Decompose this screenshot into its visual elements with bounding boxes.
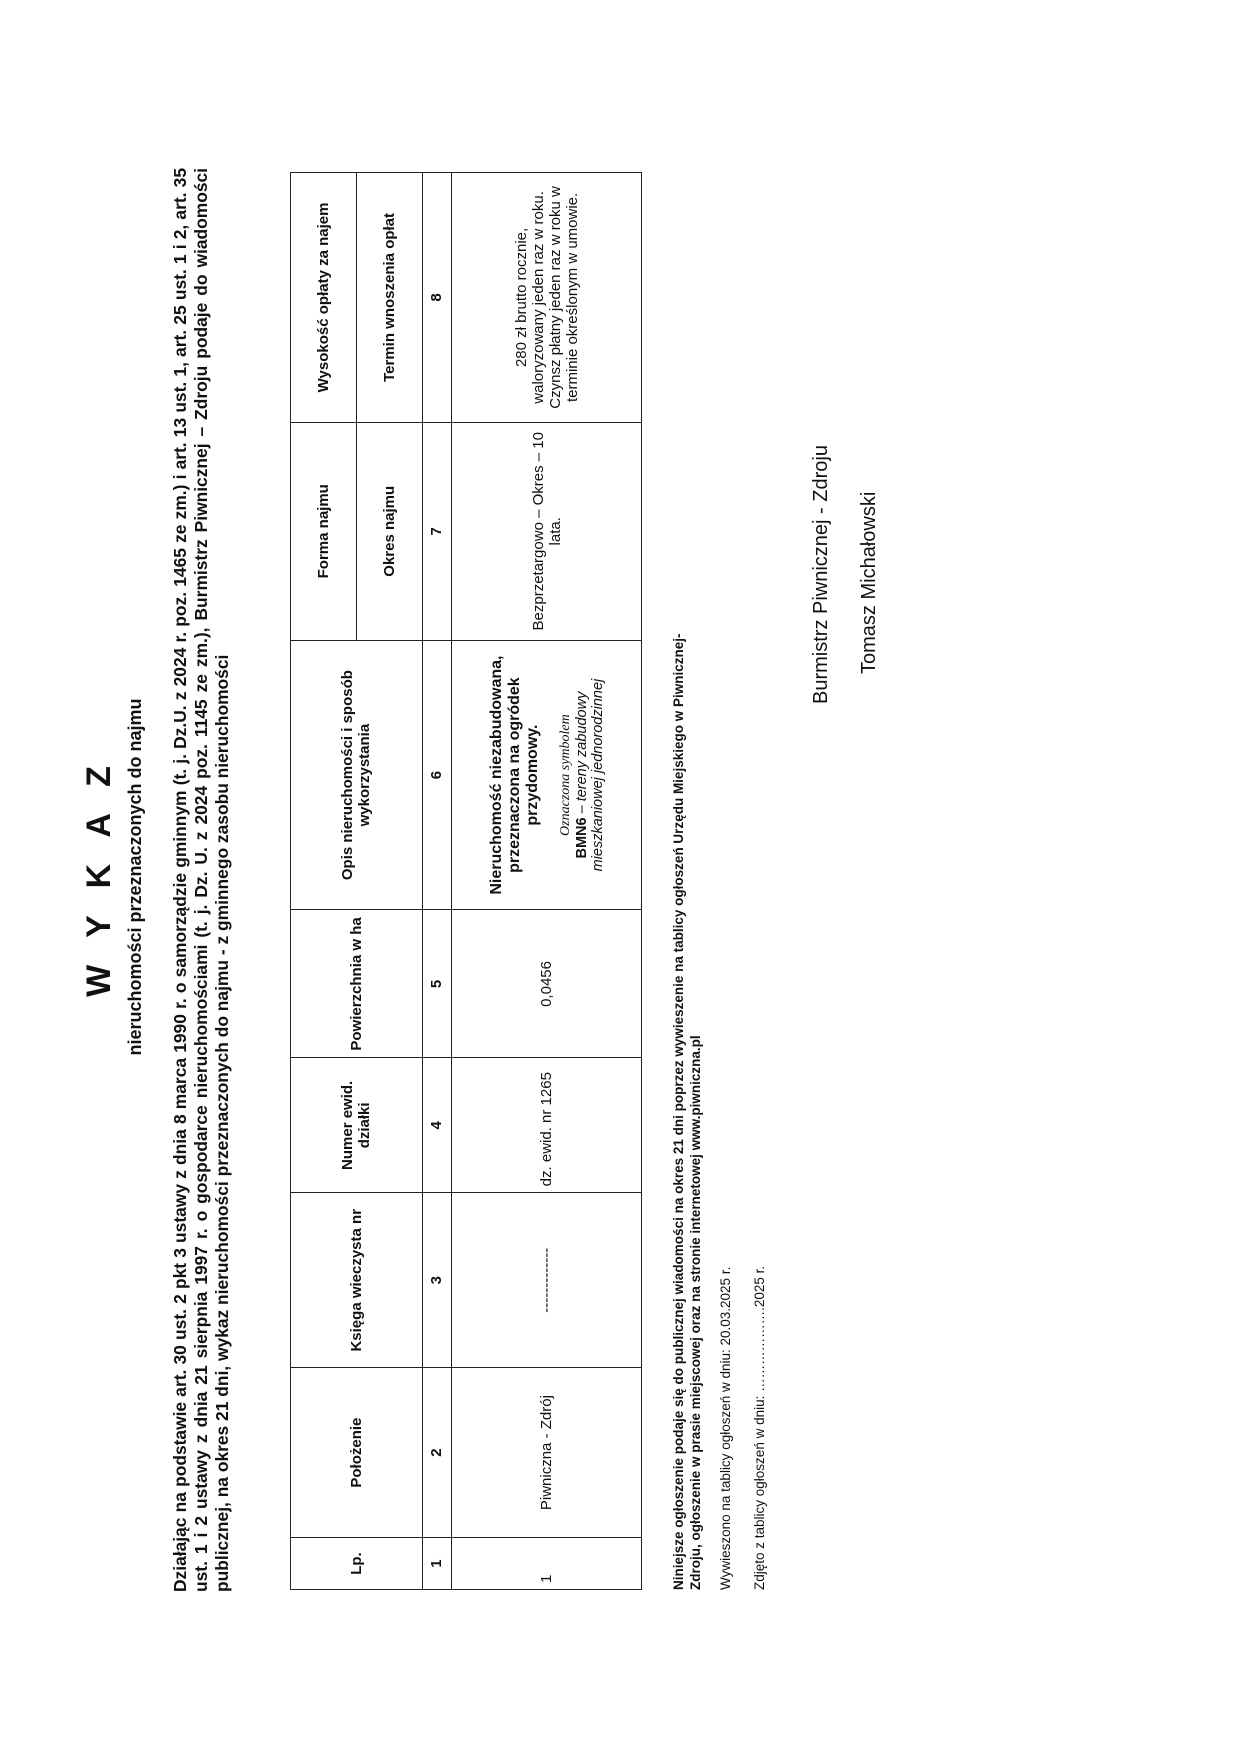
header-polozenie: Położenie	[291, 1368, 423, 1538]
column-number-row	[422, 173, 452, 1590]
cell-polozenie: Piwniczna - Zdrój	[452, 1368, 642, 1538]
description-main: Nieruchomość niezabudowana, przeznaczona na ogródek przydomowy.	[487, 655, 541, 895]
cell-forma-okres: Bezprzetargowo – Okres – 10 lata.	[452, 422, 642, 640]
header-opis: Opis nieruchomości i sposób wykorzystania	[291, 640, 423, 910]
header-numer: Numer ewid. działki	[291, 1058, 423, 1193]
header-ksiega: Księga wieczysta nr	[291, 1193, 423, 1368]
footer-notice: Niniejsze ogłoszenie podaje się do publicznej wiadomości na okres 21 dni poprzez wywieszenie na tablicy ogłoszeń Urzędu Miejskiego w Piwnicznej-Zdroju, ogłoszenie w prasie miejscowej oraz na stronie internetowej www.piwniczna.pl	[671, 633, 703, 1590]
cell-ksiega: -------------	[452, 1193, 642, 1368]
cell-opis	[452, 640, 642, 910]
posted-date: Wywieszono na tablicy ogłoszeń w dniu: 20.03.2025 r.	[718, 1266, 733, 1590]
cell-powierzchnia: 0,0456	[452, 910, 642, 1058]
cell-oplata: 280 zł brutto rocznie, waloryzowany jeden raz w roku. Czynsz płatny jeden raz w roku w terminie określonym w umowie.	[452, 173, 642, 423]
cell-lp: 1	[452, 1538, 642, 1590]
intro-paragraph: Działając na podstawie art. 30 ust. 2 pkt 3 ustawy z dnia 8 marca 1990 r. o samorządzie gminnym (t. j. Dz.U. z 2024 r. poz. 1465 ze zm.) i art. 13 ust. 1, art. 25 ust. 1 i 2, art. 35 ust. 1 i 2 ustawy z dnia 21 sierpnia 1997 r. o gospodarce nieruchomościami (t. j. Dz. U. z 2024 poz. 1145 ze zm.), Burmistrz Piwnicznej – Zdroju podaje do wiadomości publicznej, na okres 21 dni, wykaz nieruchomości przeznaczonych do najmu - z gminnego zasobu nieruchomości	[170, 168, 232, 1592]
signature-name: Tomasz Michałowski	[858, 491, 880, 674]
header-lp: Lp.	[291, 1538, 423, 1590]
description-bmn	[574, 647, 606, 904]
column-number: 3	[422, 1193, 452, 1368]
column-number: 6	[422, 640, 452, 910]
header-powierzchnia: Powierzchnia w ha	[291, 910, 423, 1058]
table-row	[452, 173, 642, 1590]
document-title: W Y K A Z	[80, 757, 118, 997]
bmn-code: BMN6	[573, 817, 590, 859]
removed-date: Zdjęto z tablicy ogłoszeń w dniu: ……………….2025 r.	[752, 1265, 767, 1590]
bmn-text: – tereny zabudowy mieszkaniowej jednorodzinnej	[573, 678, 606, 872]
document-subtitle: nieruchomości przeznaczonych do najmu	[125, 698, 145, 1056]
column-number: 4	[422, 1058, 452, 1193]
header-wysokosc: Wysokość opłaty za najem	[291, 173, 357, 423]
column-number: 1	[422, 1538, 452, 1590]
column-number: 5	[422, 910, 452, 1058]
header-okres: Okres najmu	[356, 422, 422, 640]
header-row-1	[291, 173, 357, 1590]
column-number: 8	[422, 173, 452, 423]
property-table	[290, 172, 642, 1590]
column-number: 7	[422, 422, 452, 640]
signature-role: Burmistrz Piwnicznej - Zdroju	[810, 445, 832, 704]
header-termin: Termin wnoszenia opłat	[356, 173, 422, 423]
header-forma: Forma najmu	[291, 422, 357, 640]
description-symbol: Oznaczona symbolem	[557, 714, 573, 836]
cell-numer: dz. ewid. nr 1265	[452, 1058, 642, 1193]
column-number: 2	[422, 1368, 452, 1538]
